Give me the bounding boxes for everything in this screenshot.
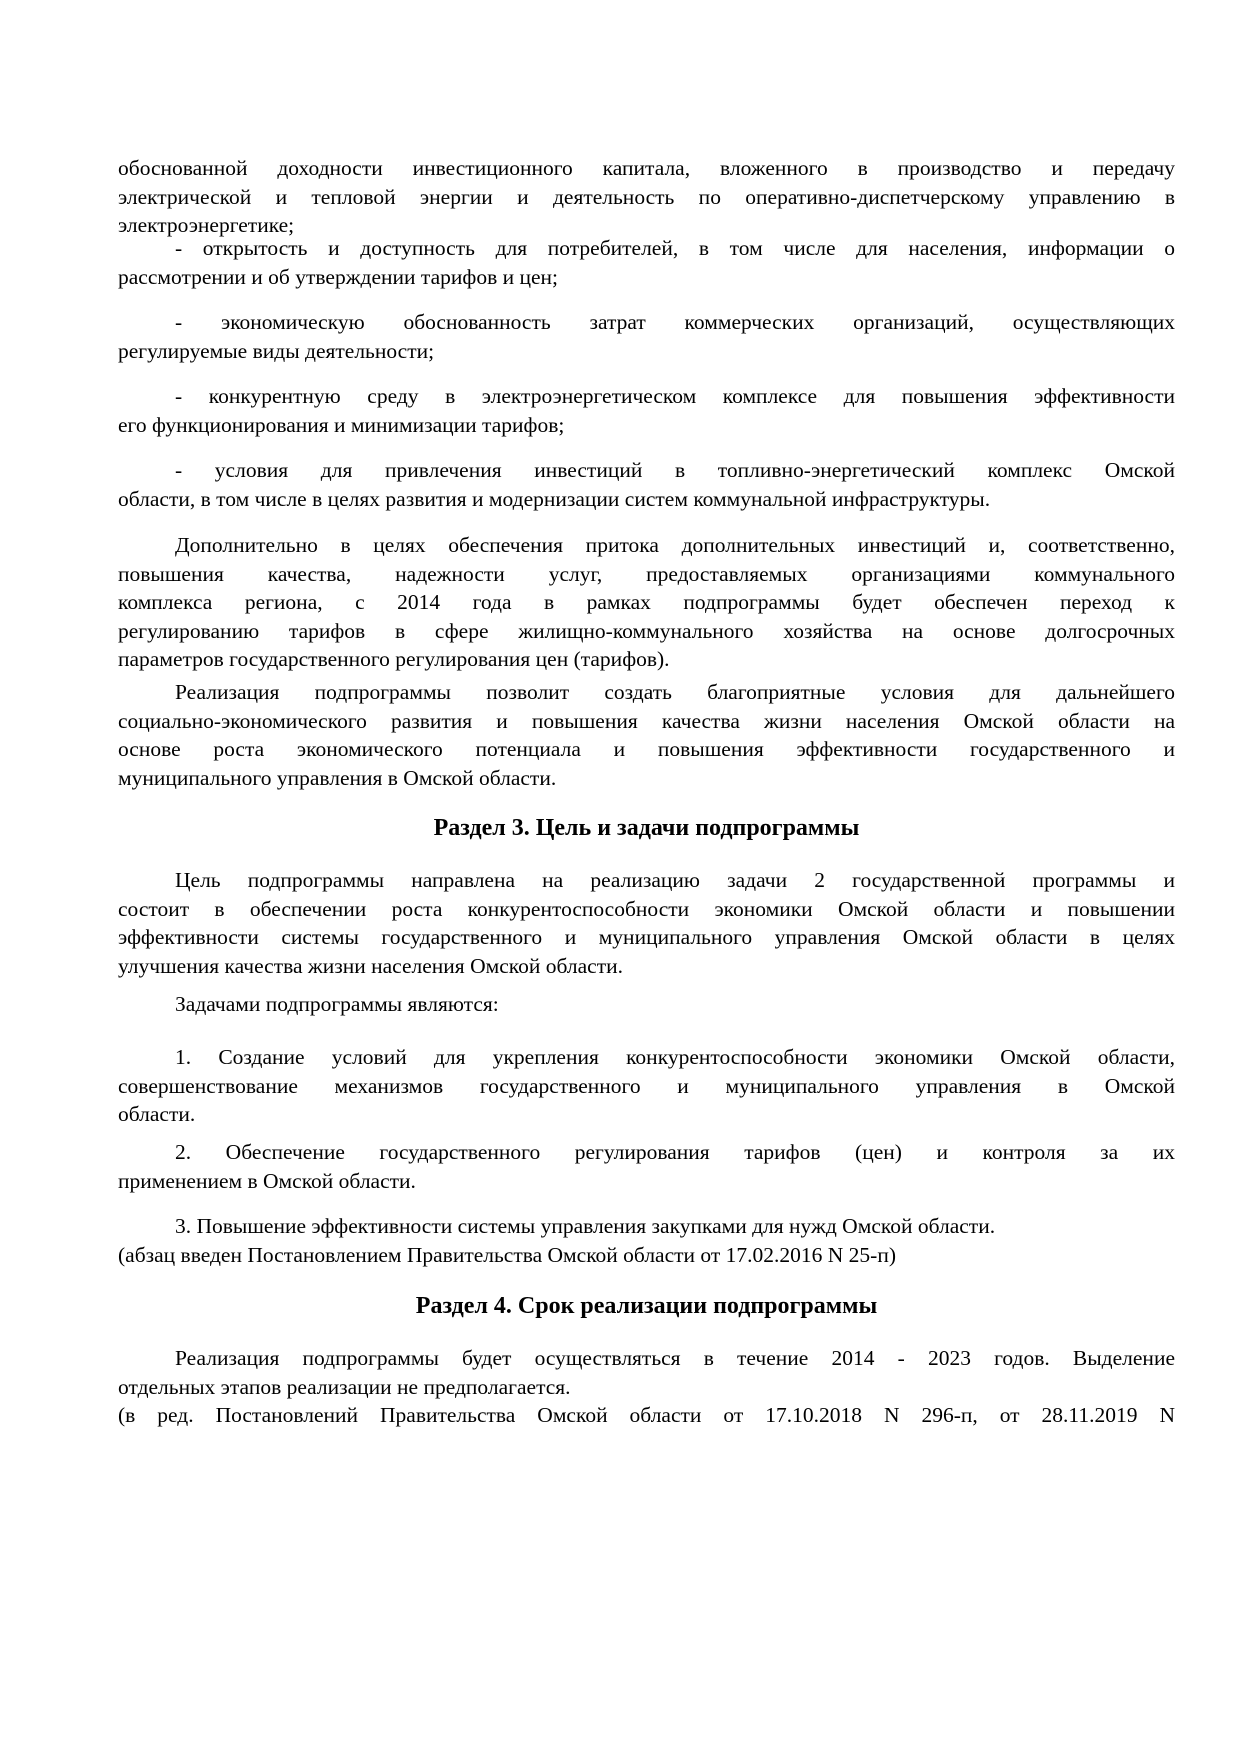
text-line: повышения качества, надежности услуг, предоставляемых организациями коммунального xyxy=(118,561,1175,586)
text-line: совершенствование механизмов государственного и муниципального управления в Омской xyxy=(118,1073,1175,1098)
paragraph xyxy=(118,531,1175,674)
text-line: регулированию тарифов в сфере жилищно-коммунального хозяйства на основе долгосрочных xyxy=(118,618,1175,643)
text-line: состоит в обеспечении роста конкурентоспособности экономики Омской области и повышении xyxy=(118,896,1175,921)
text-line: социально-экономического развития и повышения качества жизни населения Омской области на xyxy=(118,708,1175,733)
text-line: Задачами подпрограммы являются: xyxy=(175,992,499,1016)
text-line: - конкурентную среду в электроэнергетическом комплексе для повышения эффективности xyxy=(175,384,1175,408)
paragraph xyxy=(118,678,1175,792)
text-line: параметров государственного регулирования цен (тарифов). xyxy=(118,647,670,671)
paragraph xyxy=(118,1344,1175,1430)
text-line: рассмотрении и об утверждении тарифов и цен; xyxy=(118,264,559,289)
text-line: 3. Повышение эффективности системы управления закупками для нужд Омской области. xyxy=(175,1214,996,1238)
text-line: электрической и тепловой энергии и деятельность по оперативно-диспетчерскому управлению в xyxy=(118,184,1175,209)
paragraph xyxy=(118,234,1175,291)
text-line: - экономическую обоснованность затрат коммерческих организаций, осуществляющих xyxy=(175,310,1175,334)
text-line: 2. Обеспечение государственного регулирования тарифов (цен) и контроля за их xyxy=(175,1140,1175,1164)
text-line: основе роста экономического потенциала и повышения эффективности государственного и xyxy=(118,737,1175,761)
text-line: области. xyxy=(118,1102,196,1126)
text-line: электроэнергетике; xyxy=(118,213,295,237)
text-line: улучшения качества жизни населения Омской области. xyxy=(118,953,623,978)
text-line: обоснованной доходности инвестиционного капитала, вложенного в производство и передачу xyxy=(118,156,1175,180)
text-line: Цель подпрограммы направлена на реализацию задачи 2 государственной программы и xyxy=(175,868,1175,892)
paragraph xyxy=(118,1043,1175,1129)
text-line: эффективности системы государственного и муниципального управления Омской области в целях xyxy=(118,925,1175,949)
text-line: (в ред. Постановлений Правительства Омской области от 17.10.2018 N 296-п, от 28.11.2019 N xyxy=(118,1403,1175,1427)
paragraph xyxy=(118,1138,1175,1195)
text-line: - открытость и доступность для потребителей, в том числе для населения, информации о xyxy=(175,236,1175,260)
text-line: - условия для привлечения инвестиций в топливно-энергетический комплекс Омской xyxy=(175,458,1175,482)
text-line: Дополнительно в целях обеспечения притока дополнительных инвестиций и, соответственно, xyxy=(175,533,1175,557)
text-line: применением в Омской области. xyxy=(118,1168,416,1193)
paragraph xyxy=(118,1212,1175,1269)
text-line: (абзац введен Постановлением Правительства Омской области от 17.02.2016 N 25-п) xyxy=(118,1242,897,1267)
text-line: 1. Создание условий для укрепления конкурентоспособности экономики Омской области, xyxy=(175,1045,1175,1069)
text-line: области, в том числе в целях развития и модернизации систем коммунальной инфраструктуры. xyxy=(118,486,991,511)
paragraph xyxy=(118,308,1175,365)
text-line: отдельных этапов реализации не предполагается. xyxy=(118,1374,571,1399)
text-line: муниципального управления в Омской области. xyxy=(118,765,557,790)
paragraph xyxy=(118,456,1175,513)
section-3-heading: Раздел 3. Цель и задачи подпрограммы xyxy=(433,815,860,841)
section-4-heading: Раздел 4. Срок реализации подпрограммы xyxy=(415,1293,878,1319)
text-line: Реализация подпрограммы будет осуществляться в течение 2014 - 2023 годов. Выделение xyxy=(175,1346,1175,1370)
text-line: Реализация подпрограммы позволит создать благоприятные условия для дальнейшего xyxy=(175,680,1175,704)
text-line: комплекса региона, с 2014 года в рамках подпрограммы будет обеспечен переход к xyxy=(118,590,1175,614)
paragraph xyxy=(118,990,1175,1019)
paragraph xyxy=(118,154,1175,240)
paragraph xyxy=(118,382,1175,439)
paragraph xyxy=(118,866,1175,980)
text-line: регулируемые виды деятельности; xyxy=(118,338,435,363)
text-line: его функционирования и минимизации тарифов; xyxy=(118,412,565,437)
